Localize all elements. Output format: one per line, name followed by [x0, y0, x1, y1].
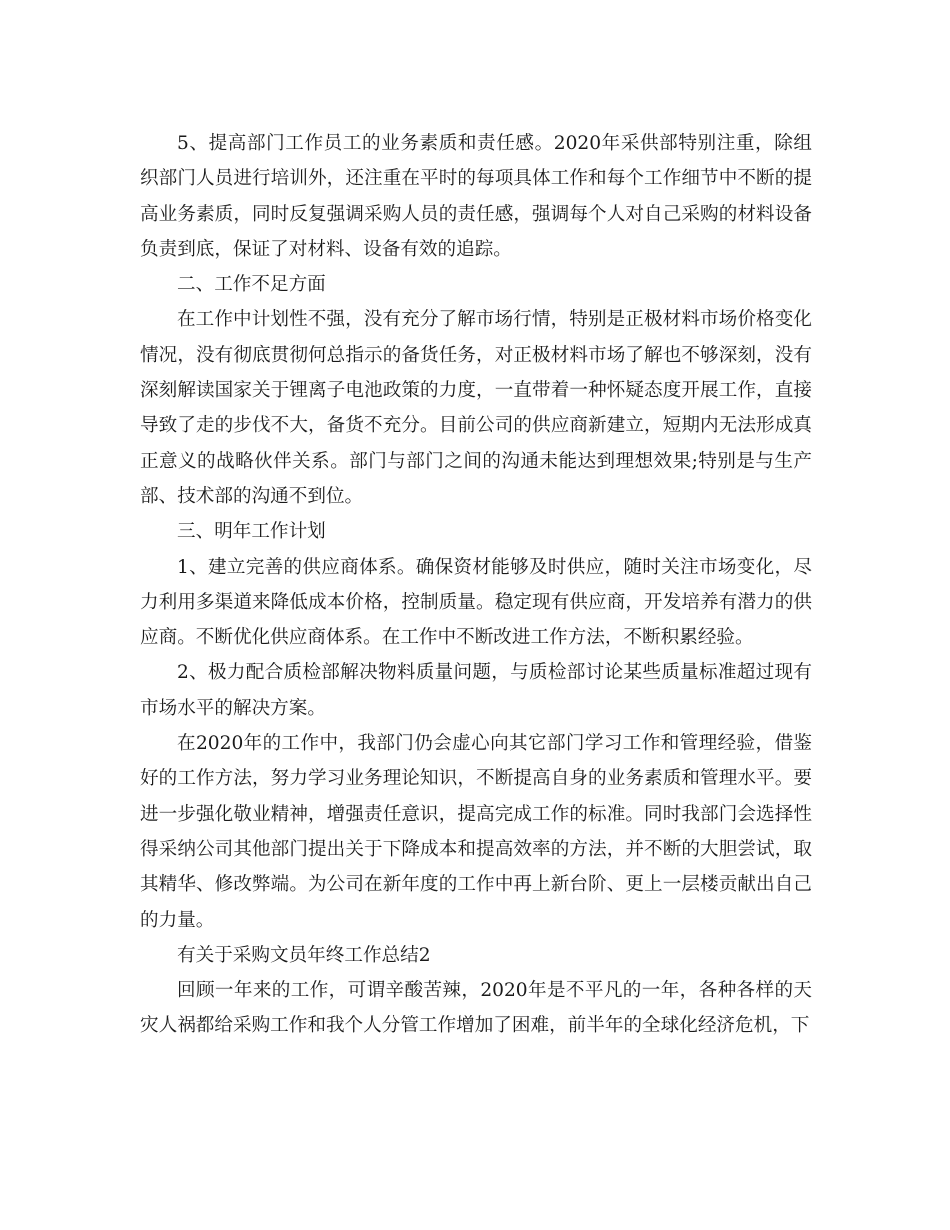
article-title-2: 有关于采购文员年终工作总结2	[177, 944, 431, 966]
section-heading-next-year-plan: 三、明年工作计划	[177, 521, 326, 543]
section-heading-shortcomings: 二、工作不足方面	[177, 274, 326, 296]
paragraph-closing: 在2020年的工作中，我部门仍会虚心向其它部门学习工作和管理经验，借鉴好的工作方法，努力学习业务理论知识，不断提高自身的业务素质和管理水平。要进一步强化敬业精神，增强责任意识，提高完成工作的标准。同时我部门会选择性得采纳公司其他部门提出关于下降成本和提高效率的方法，并不断的大胆尝试，取其精华、修改弊端。为公司在新年度的工作中再上新台阶、更上一层楼贡献出自己的力量。	[140, 733, 812, 931]
paragraph-plan-item-2: 2、极力配合质检部解决物料质量问题，与质检部讨论某些质量标准超过现有市场水平的解决方案。	[140, 662, 812, 719]
document-body	[140, 126, 812, 1044]
paragraph-item-5: 5、提高部门工作员工的业务素质和责任感。2020年采供部特别注重，除组织部门人员进行培训外，还注重在平时的每项具体工作和每个工作细节中不断的提高业务素质，同时反复强调采购人员的责任感，强调每个人对自己采购的材料设备负责到底，保证了对材料、设备有效的追踪。	[140, 133, 812, 260]
paragraph-plan-item-1: 1、建立完善的供应商体系。确保资材能够及时供应，随时关注市场变化，尽力利用多渠道来降低成本价格，控制质量。稳定现有供应商，开发培养有潜力的供应商。不断优化供应商体系。在工作中不断改进工作方法，不断积累经验。	[140, 556, 812, 649]
paragraph-review: 回顾一年来的工作，可谓辛酸苦辣，2020年是不平凡的一年，各种各样的天灾人祸都给采购工作和我个人分管工作增加了困难，前半年的全球化经济危机，下	[140, 980, 812, 1037]
paragraph-shortcomings: 在工作中计划性不强，没有充分了解市场行情，特别是正极材料市场价格变化情况，没有彻底贯彻何总指示的备货任务，对正极材料市场了解也不够深刻，没有深刻解读国家关于锂离子电池政策的力度，一直带着一种怀疑态度开展工作，直接导致了走的步伐不大，备货不充分。目前公司的供应商新建立，短期内无法形成真正意义的战略伙伴关系。部门与部门之间的沟通未能达到理想效果;特别是与生产部、技术部的沟通不到位。	[140, 309, 812, 507]
